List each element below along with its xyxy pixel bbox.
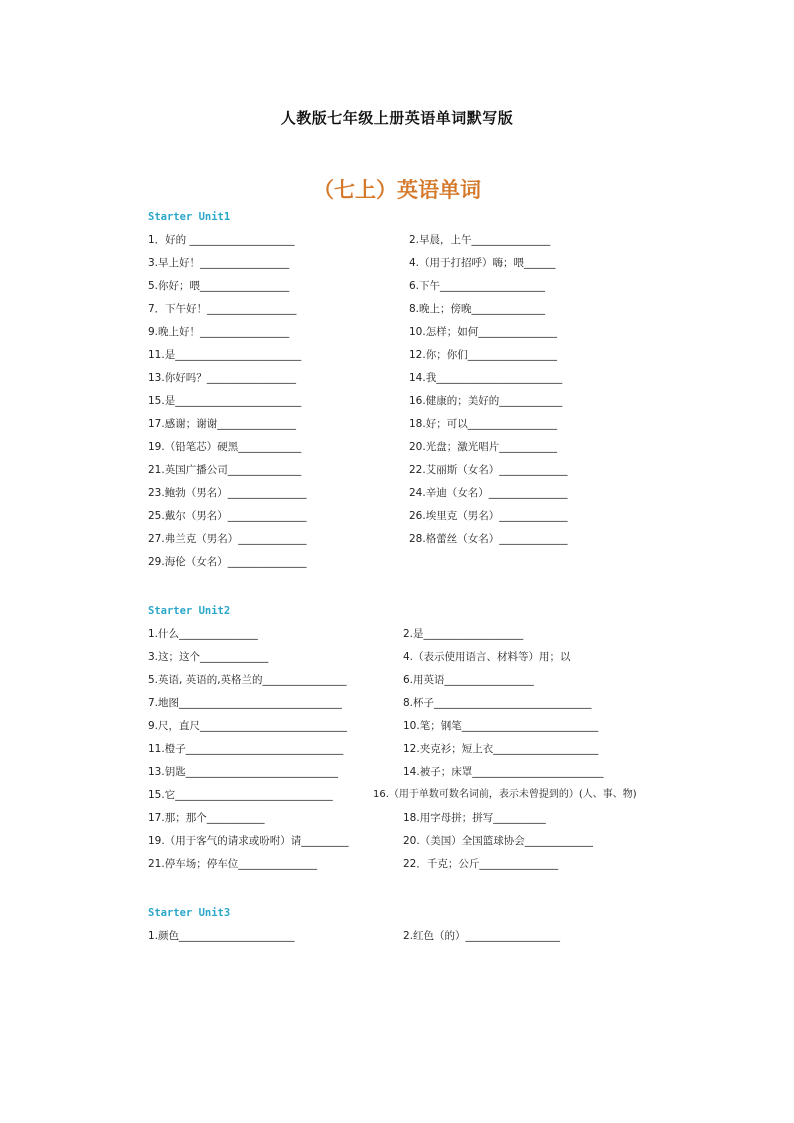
page-title: 人教版七年级上册英语单词默写版 (280, 109, 514, 127)
list-item: 14.我________________________ (409, 372, 563, 384)
list-item: 10.笔；钢笔__________________________ (403, 720, 599, 732)
list-item: 20.光盘；激光唱片___________ (409, 441, 557, 453)
list-item: 13.你好吗？_________________ (148, 372, 296, 384)
section-starter-unit2 (148, 604, 708, 870)
page-subtitle: （七上）英语单词 (313, 178, 481, 202)
list-item: 6.下午____________________ (409, 280, 546, 292)
list-item: 22．千克；公斤_______________ (403, 858, 559, 870)
list-item: 6.用英语_________________ (403, 674, 534, 686)
section-starter-unit3 (148, 906, 708, 942)
list-item: 24.辛迪（女名）_______________ (409, 487, 568, 499)
list-item: 8.杯子______________________________ (403, 697, 592, 709)
list-item: 16.（用于单数可数名词前，表示未曾提到的）(人、事、物) (373, 789, 637, 800)
list-item: 17.那；那个___________ (148, 812, 265, 824)
list-item: 4.（表示使用语言、材料等）用；以 (403, 651, 571, 663)
list-item: 28.格蕾丝（女名）_____________ (409, 533, 568, 545)
list-item: 14.被子；床罩_________________________ (403, 766, 604, 778)
list-item: 18.用字母拼；拼写__________ (403, 812, 546, 824)
list-item: 29.海伦（女名）_______________ (148, 556, 307, 568)
list-item: 18.好；可以_________________ (409, 418, 557, 430)
list-item: 2.红色（的）__________________ (403, 930, 561, 942)
list-item: 13.钥匙_____________________________ (148, 766, 338, 778)
list-item: 22.艾丽斯（女名）_____________ (409, 464, 568, 476)
list-item: 1.颜色______________________ (148, 930, 295, 942)
unit-heading: Starter Unit3 (148, 907, 231, 919)
list-item: 5.英语, 英语的,英格兰的________________ (148, 674, 347, 686)
list-item: 9.尺，直尺____________________________ (148, 720, 348, 732)
list-item: 12.夹克衫；短上衣____________________ (403, 743, 599, 755)
list-item: 19.（用于客气的请求或吩咐）请_________ (148, 835, 349, 847)
list-item: 15.它______________________________ (148, 789, 333, 801)
list-item: 21.停车场；停车位_______________ (148, 858, 317, 870)
list-item: 11.是________________________ (148, 349, 302, 361)
list-item: 25.戴尔（男名）_______________ (148, 510, 307, 522)
list-item: 8.晚上；傍晚______________ (409, 303, 546, 315)
list-item: 17.感谢；谢谢_______________ (148, 418, 296, 430)
list-item: 23.鲍勃（男名）_______________ (148, 487, 307, 499)
list-item: 12.你；你们_________________ (409, 349, 557, 361)
list-item: 15.是________________________ (148, 395, 302, 407)
list-item: 7．下午好！_________________ (148, 303, 297, 315)
list-item: 4.（用于打招呼）嗨；喂______ (409, 257, 556, 269)
list-item: 27.弗兰克（男名）_____________ (148, 533, 307, 545)
list-item: 7.地图_______________________________ (148, 697, 342, 709)
list-item: 19.（铅笔芯）硬黑____________ (148, 441, 302, 453)
list-item: 10.怎样；如何_______________ (409, 326, 557, 338)
list-item: 2.是___________________ (403, 628, 524, 640)
list-item: 1.什么_______________ (148, 628, 258, 640)
section-starter-unit1 (148, 210, 708, 568)
list-item: 5.你好；喂_________________ (148, 280, 290, 292)
list-item: 20.（美国）全国篮球协会_____________ (403, 835, 593, 847)
list-item: 21.英国广播公司______________ (148, 464, 302, 476)
list-item: 26.埃里克（男名）_____________ (409, 510, 568, 522)
unit-heading: Starter Unit1 (148, 211, 231, 223)
list-item: 9.晚上好！_________________ (148, 326, 290, 338)
unit-heading: Starter Unit2 (148, 605, 231, 617)
list-item: 16.健康的；美好的____________ (409, 395, 563, 407)
list-item: 1．好的 ____________________ (148, 234, 295, 246)
list-item: 3.早上好！_________________ (148, 257, 290, 269)
list-item: 3.这；这个_____________ (148, 651, 269, 663)
list-item: 2.早晨，上午_______________ (409, 234, 551, 246)
list-item: 11.橙子______________________________ (148, 743, 344, 755)
